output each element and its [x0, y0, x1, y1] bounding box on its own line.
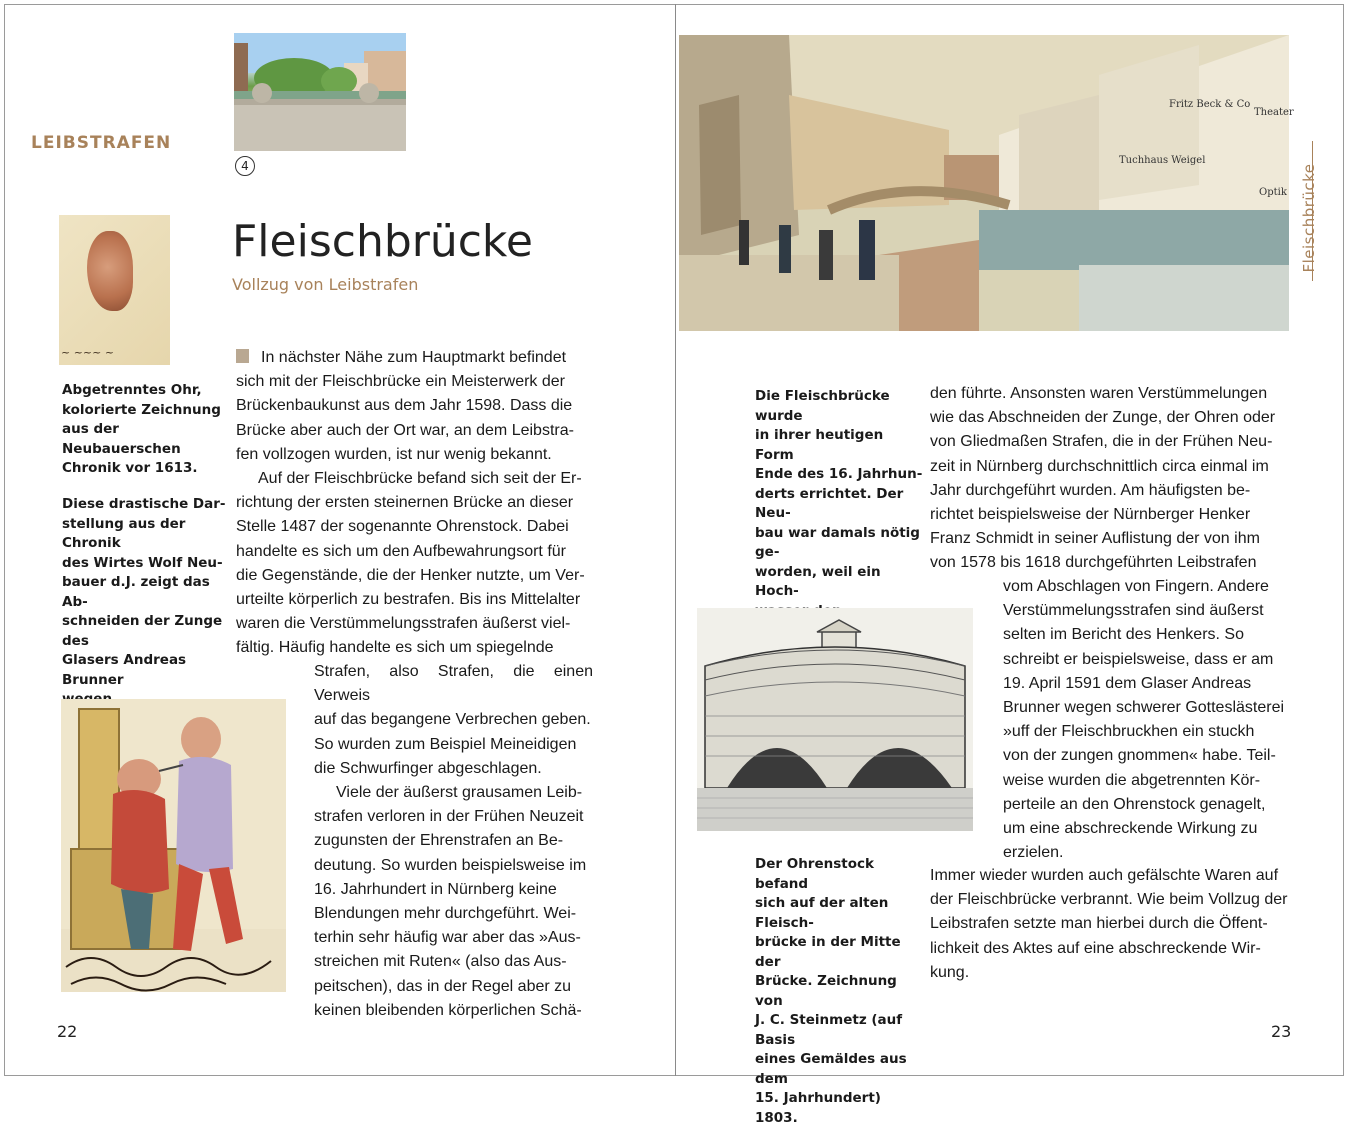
postcard-image	[679, 35, 1294, 331]
caption-tongue: Diese drastische Dar- stellung aus der Chronik des Wirtes Wolf Neu- bauer d.J. zeigt das Ab- schneiden der Zunge des Glasers Andreas Brunner	[62, 496, 226, 688]
postcard-sign-1: Fritz Beck & Co	[1169, 99, 1251, 110]
location-number-badge: 4	[235, 156, 255, 176]
section-label: LEIBSTRAFEN	[31, 133, 172, 153]
location-thumbnail-image	[234, 33, 406, 151]
page-title: Fleischbrücke	[232, 216, 533, 267]
thumbnail-scene	[234, 33, 406, 151]
page-number-left: 22	[57, 1022, 78, 1041]
postcard-sign-2: Tuchhaus Weigel	[1119, 155, 1206, 166]
ear-shape	[87, 231, 133, 311]
side-running-title: Fleischbrücke	[1300, 163, 1318, 273]
punishment-scene	[61, 699, 286, 992]
handwriting-flourish: ~ ~~~ ~	[61, 346, 115, 359]
page-number-right: 23	[1271, 1022, 1292, 1041]
ear-drawing-image	[59, 215, 170, 365]
postcard-sign-3: Theater	[1254, 107, 1294, 118]
body-text-column-right-bottom: Immer wieder wurden auch gefälschte Waren auf der Fleischbrücke verbrannt. Wie beim Vollzug der Leibstrafen setzte man hierbei durch die Öffent- lichkeit des Aktes auf eine abschreckende Wir- kung.	[930, 867, 1288, 981]
body-text-column-left: In nächster Nähe zum Hauptmarkt befindet sich mit der Fleischbrücke ein Meisterwerk der Brückenbaukunst aus dem Jahr 1598. Dass die Brücke aber auch der Ort war, an dem Leibstra- fen vollzogen wurden, ist nur wenig bekannt. Auf der Fleischbrücke befand sich seit der Er- richtung der ersten steinernen Brücke an dieser Stelle 1487 der sogenannte Ohrenstock. Dabei handelte es sich um den Aufbewahrungsort für die Gegenstände, die der Henker nutzte, um Ver- urteilte körperlich zu bestrafen. Bis ins Mittelalter waren die Verstümmelungsstrafen äußerst viel- fältig. Häufig handelte es sich um spiegelnde	[236, 349, 585, 657]
caption-ear: Abgetrenntes Ohr, kolorierte Zeichnung aus der Neubauerschen Chronik vor 1613.	[62, 382, 221, 476]
page-gutter	[675, 4, 676, 1076]
page-subtitle: Vollzug von Leibstrafen	[232, 275, 419, 294]
body-text-column-right-top: den führte. Ansonsten waren Verstümmelungen wie das Abschneiden der Zunge, der Ohren oder von Gliedmaßen Strafen, die in der Frühen Neu- zeit in Nürnberg durchschnittlich circa einmal im Jahr durchgeführt wurden. Am häufigsten be- richtet beispielsweise der Nürnberger Henker Franz Schmidt in seiner Auflistung der von ihm von 1578 bis 1618 durchgeführten Leibstrafen	[930, 385, 1276, 572]
caption-drawing: Der Ohrenstock befand sich auf der alten Fleisch- brücke in der Mitte der Brücke. Zeichnung von J. C. Steinmetz (auf Basis eines Gemäldes aus dem 15. Jahrhundert) 1803.	[755, 856, 907, 1126]
postcard-sign-4: Optik	[1259, 187, 1287, 198]
caption-postcard: Die Fleischbrücke wurde in ihrer heutigen Form Ende des 16. Jahrhun- derts errichtet. Der Neu- bau war damals nötig ge- worden, weil ein Hoch-	[755, 388, 923, 599]
paragraph-marker	[236, 349, 249, 363]
postcard-scene	[679, 35, 1294, 331]
bridge-engraving	[697, 608, 973, 831]
body-text-column-left-narrow: Strafen, also Strafen, die einen Verweis auf das begangene Verbrechen geben. So wurden zum Beispiel Meineidigen die Schwurfinger abgeschlagen. Viele der äußerst grausamen Leib- strafen verloren in der Frühen Neuzeit zugunsten der Ehrenstrafen an Be- deutung. So wurden beispielsweise im 16. Jahrhundert in Nürnberg keine Blendungen mehr durchgeführt. Wei- terhin sehr häufig war aber das »Aus- streichen mit Ruten« (also das Aus- peitschen), das in der Regel aber zu keinen bleibenden körperlichen Schä-	[314, 663, 593, 1019]
body-text-column-right-narrow: vom Abschlagen von Fingern. Andere Verstümmelungsstrafen sind äußerst selten im Bericht des Henkers. So schreibt er beispielsweise, dass er am 19. April 1591 dem Glaser Andreas Brunner wegen schwerer Gotteslästerei »uff der Fleischbruckhen ein stuckh von der zungen gnommen« habe. Teil- weise wurden die abgetrennten Kör- perteile an den Ohrenstock genagelt, um eine abschreckende Wirkung zu erzielen.	[1003, 578, 1285, 862]
bridge-drawing-image	[697, 608, 973, 831]
punishment-illustration-image	[61, 699, 286, 992]
